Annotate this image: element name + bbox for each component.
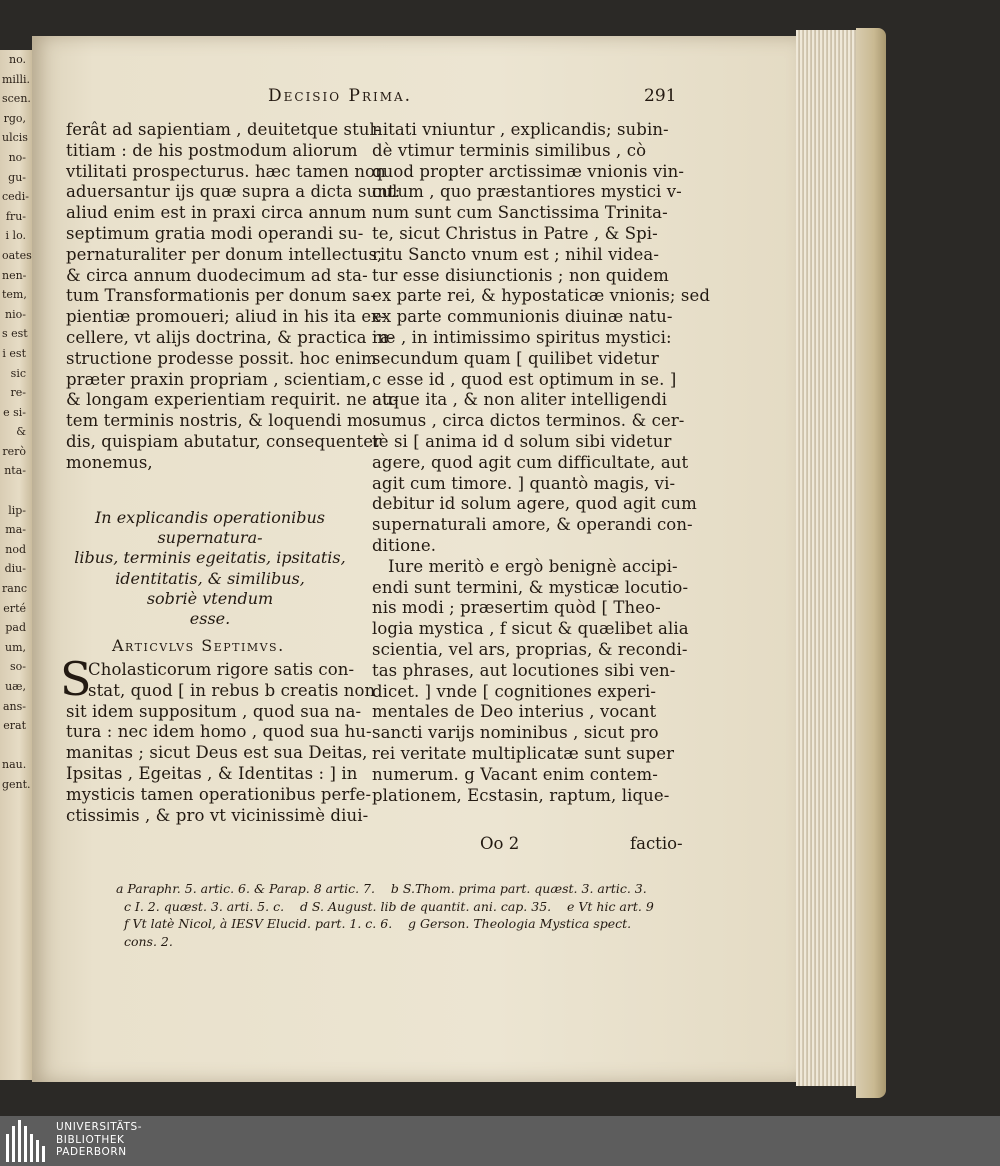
text-line: tura : nec idem homo , quod sua hu- xyxy=(66,722,372,742)
text-line: tur esse disiunctionis ; non quidem xyxy=(372,265,669,285)
text-line: c esse id , quod est optimum in se. ] xyxy=(372,369,677,389)
left-edge-fragment: nod xyxy=(5,542,26,556)
text-line: pientiæ promoueri; aliud in his ita ex- xyxy=(66,307,387,327)
text-line: dicet. ] vnde [ cognitiones experi- xyxy=(372,681,657,701)
text-line: dè vtimur terminis similibus , cò xyxy=(372,140,647,160)
text-line: stat, quod [ in rebus b creatis non xyxy=(88,680,376,700)
text-line: quod propter arctissimæ vnionis vin- xyxy=(372,161,685,181)
text-line: Cholasticorum rigore satis con- xyxy=(88,660,355,679)
text-line: tum Transformationis per donum sa- xyxy=(66,286,377,306)
text-line: manitas ; sicut Deus est sua Deitas, xyxy=(66,743,368,763)
left-edge-fragment: i est xyxy=(2,346,26,360)
footnote-line: a Paraphr. 5. artic. 6. & Parap. 8 artic. 7. b S.Thom. prima part. quæst. 3. artic. 3. xyxy=(116,881,647,896)
text-line: mysticis tamen operationibus perfe- xyxy=(66,784,372,804)
text-line: sancti varijs nominibus , sicut pro xyxy=(372,723,659,743)
text-line: ex parte communionis diuinæ natu- xyxy=(372,307,673,327)
text-line: tem terminis nostris, & loquendi mo- xyxy=(66,411,379,431)
left-edge-fragment: lip- xyxy=(8,503,26,517)
left-edge-fragment: so- xyxy=(10,660,26,674)
ub-paderborn-bars-logo xyxy=(4,1120,48,1162)
text-line: num sunt cum Sanctissima Trinita- xyxy=(372,203,668,223)
footnote-line: f Vt latè Nicol, à IESV Elucid. part. 1. c. 6. g Gerson. Theologia Mystica spect. xyxy=(116,916,632,931)
article-text xyxy=(66,660,376,826)
text-line: titiam : de his postmodum aliorum xyxy=(66,140,358,160)
heading-line: identitatis, & similibus, xyxy=(115,568,305,588)
left-edge-fragment xyxy=(2,481,28,501)
heading-line: In explicandis operationibus supernatura- xyxy=(94,508,326,548)
left-edge-fragment: ranc xyxy=(2,582,28,596)
left-edge-fragment: diu- xyxy=(4,562,26,576)
text-line: agit cum timore. ] quantò magis, vi- xyxy=(372,473,676,493)
text-line: sumus , circa dictos terminos. & cer- xyxy=(372,411,685,431)
text-line: monemus, xyxy=(66,452,153,472)
footnotes xyxy=(116,880,654,950)
text-line: rei veritate multiplicatæ sunt super xyxy=(372,743,675,763)
text-line: ferât ad sapientiam , deuitetque stul- xyxy=(66,120,381,139)
heading-line: esse. xyxy=(189,609,231,629)
signature-mark: Oo 2 xyxy=(480,834,520,853)
text-line: vtilitati prospecturus. hæc tamen non xyxy=(66,161,386,181)
left-edge-fragment: ma- xyxy=(5,523,26,537)
left-edge-fragment: no. xyxy=(8,53,26,66)
text-line: septimum gratia modi operandi su- xyxy=(66,223,364,243)
left-edge-fragment: milli. xyxy=(2,72,30,86)
text-line: & circa annum duodecimum ad sta- xyxy=(66,265,368,285)
text-line: structione prodesse possit. hoc enim xyxy=(66,348,377,368)
left-edge-fragment: & xyxy=(16,425,26,439)
text-line: tas phrases, aut locutiones sibi ven- xyxy=(372,660,676,680)
text-line: endi sunt termini, & mysticæ locutio- xyxy=(372,577,689,597)
left-edge-fragment: erat xyxy=(3,719,26,733)
library-name-line: BIBLIOTHEK xyxy=(56,1133,125,1146)
text-line: ræ , in intimissimo spiritus mystici: xyxy=(372,327,672,347)
text-line: te, sicut Christus in Patre , & Spi- xyxy=(372,223,658,243)
text-line: atque ita , & non aliter intelligendi xyxy=(372,390,668,410)
left-edge-fragment: rgo, xyxy=(3,111,26,125)
left-edge-fragment: ans- xyxy=(2,699,26,713)
drop-cap: S xyxy=(60,652,92,706)
text-line: agere, quod agit cum difficultate, aut xyxy=(372,452,689,472)
left-edge-fragment: sic xyxy=(10,366,26,380)
left-column-text xyxy=(66,120,400,474)
text-line: præter praxin propriam , scientiam, xyxy=(66,369,372,389)
library-name-line: UNIVERSITÄTS- xyxy=(56,1121,143,1133)
text-line: cellere, vt alijs doctrina, & practica in- xyxy=(66,327,394,347)
library-name-line: PADERBORN xyxy=(56,1146,127,1158)
text-line: culum , quo præstantiores mystici v- xyxy=(372,182,682,202)
text-line: aliud enim est in praxi circa annum xyxy=(66,203,367,223)
left-edge-fragment: nta- xyxy=(4,464,26,478)
text-line: dis, quispiam abutatur, consequenter xyxy=(66,431,382,451)
footnote-line: c I. 2. quæst. 3. arti. 5. c. d S. August. lib de quantit. ani. cap. 35. e Vt hic art. 9 xyxy=(116,898,654,914)
left-edge-fragment: ulcis xyxy=(2,131,28,145)
left-edge-fragment: nen- xyxy=(2,268,27,282)
footnote-line: cons. 2. xyxy=(116,933,173,949)
left-edge-fragment: gent. xyxy=(2,777,31,791)
article-title: Articvlvs Septimvs. xyxy=(112,636,285,655)
left-edge-fragment: cedi- xyxy=(2,190,29,204)
text-line: ditione. xyxy=(372,535,437,555)
text-line: supernaturali amore, & operandi con- xyxy=(372,515,693,535)
text-line: plationem, Ecstasin, raptum, lique- xyxy=(372,785,670,805)
library-name xyxy=(56,1121,142,1159)
text-line: mentales de Deo interius , vocant xyxy=(372,702,657,722)
text-line: scientia, vel ars, proprias, & recondi- xyxy=(372,639,688,659)
text-line: tè si [ anima id d solum sibi videtur xyxy=(372,431,672,451)
right-column-text xyxy=(372,120,710,806)
left-edge-fragment: tem, xyxy=(2,288,27,302)
text-line: aduersantur ijs quæ supra a dicta sunt: xyxy=(66,182,401,202)
left-page-text-fragments xyxy=(2,50,32,795)
text-line: debitur id solum agere, quod agit cum xyxy=(372,494,697,514)
book-cover-edge xyxy=(856,28,886,1098)
left-edge-fragment: nau. xyxy=(2,758,27,772)
text-line: ctissimis , & pro vt vicinissimè diui- xyxy=(66,805,369,825)
page-stack xyxy=(796,30,863,1086)
left-edge-fragment: e si- xyxy=(3,405,26,419)
text-line: sit idem suppositum , quod sua na- xyxy=(66,701,362,721)
left-edge-fragment: uæ, xyxy=(5,680,26,693)
text-line: ritu Sancto vnum est ; nihil videa- xyxy=(372,244,660,264)
text-line: nitati vniuntur , explicandis; subin- xyxy=(372,120,669,139)
text-line: numerum. g Vacant enim contem- xyxy=(372,764,658,784)
running-header: Decisio Prima. xyxy=(268,86,413,106)
left-page-edge xyxy=(0,50,34,1080)
text-line: pernaturaliter per donum intellectus, xyxy=(66,244,383,264)
text-line: nis modi ; præsertim quòd [ Theo- xyxy=(372,598,661,618)
left-edge-fragment: gu- xyxy=(8,170,26,184)
text-line: Iure meritò e ergò benignè accipi- xyxy=(372,556,678,576)
heading-line: libus, terminis egeitatis, ipsitatis, xyxy=(74,548,346,568)
left-edge-fragment: pad xyxy=(5,621,26,635)
left-edge-fragment: no- xyxy=(8,150,26,164)
catchword: factio- xyxy=(630,834,683,853)
library-footer-bar xyxy=(0,1116,1000,1166)
page-number: 291 xyxy=(644,86,677,106)
left-edge-fragment: re- xyxy=(10,386,26,400)
text-line: secundum quam [ quilibet videtur xyxy=(372,348,659,368)
text-line: Ipsitas , Egeitas , & Identitas : ] in xyxy=(66,763,358,783)
section-heading xyxy=(60,508,360,629)
left-edge-fragment: s est xyxy=(2,327,28,341)
left-edge-fragment: oates xyxy=(2,248,32,262)
left-edge-fragment: i lo. xyxy=(5,229,26,243)
text-line: logia mystica , f sicut & quælibet alia xyxy=(372,619,689,639)
left-edge-fragment: um, xyxy=(4,640,26,654)
left-edge-fragment: erté xyxy=(3,601,26,615)
left-edge-fragment: scen. xyxy=(2,92,31,106)
left-edge-fragment: nio- xyxy=(5,307,26,321)
left-edge-fragment xyxy=(2,736,28,756)
left-edge-fragment: rerò xyxy=(2,444,26,458)
text-line: ex parte rei, & hypostaticæ vnionis; sed xyxy=(372,286,711,306)
heading-line: sobriè vtendum xyxy=(146,588,274,608)
text-line: & longam experientiam requirit. ne au- xyxy=(66,390,399,410)
left-edge-fragment: fru- xyxy=(5,209,26,223)
